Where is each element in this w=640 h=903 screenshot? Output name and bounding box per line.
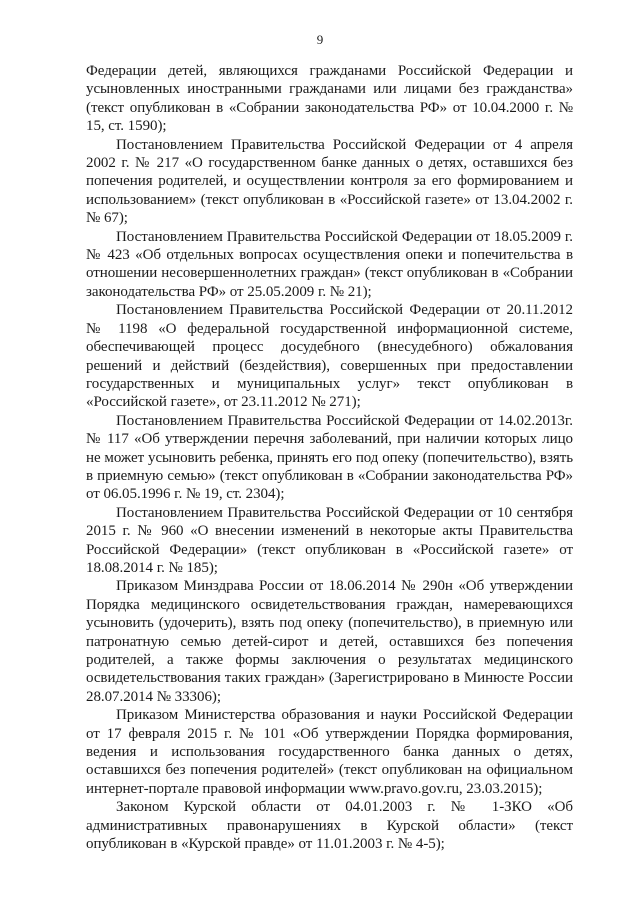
paragraph-decree-1198: Постановлением Правительства Российской Федерации от 20.11.2012 № 1198 «О федеральной государственной информационной системе, обеспечивающей процесс досудебного (внесудебного) обжалования решений и действий (бездействия), совершенных при предоставлении государственных и муниципальных услуг» текст опубликован в «Российской газете», от 23.11.2012 № 271); — [86, 302, 573, 411]
paragraph-order-101: Приказом Министерства образования и науки Российской Федерации от 17 февраля 2015 г. № 101 «Об утверждении Порядка формирования, ведения и использования государственного банка данных о детях, оставшихся без попечения родителей» (текст опубликован на официальном интернет-портале правовой информации www.pravo.gov.ru, 23.03.2015); — [86, 707, 573, 797]
page-number: 9 — [316, 32, 324, 47]
paragraph-decree-117: Постановлением Правительства Российской Федерации от 14.02.2013г. № 117 «Об утверждении перечня заболеваний, при наличии которых лицо не может усыновить ребенка, принять его под опеку (попечительство), взять в приемную семью» (текст опубликован в «Собрании законодательства РФ» от 06.05.1996 г. № 19, ст. 2304); — [86, 412, 573, 503]
paragraph-decree-423: Постановлением Правительства Российской Федерации от 18.05.2009 г. № 423 «Об отдельных вопросах осуществления опеки и попечительства в отношении несовершеннолетних граждан» (текст опубликован в «Собрании законодательства РФ» от 25.05.2009 г. № 21); — [86, 228, 573, 300]
paragraph-decree-217: Постановлением Правительства Российской Федерации от 4 апреля 2002 г. № 217 «О государственном банке данных о детях, оставшихся без попечения родителей, и осуществлении контроля за его формированием и использованием» (текст опубликован в «Российской газете» от 13.04.2002 г. № 67); — [86, 136, 573, 227]
paragraph-continuation: Федерации детей, являющихся гражданами Российской Федерации и усыновленных иностранными гражданами или лицами без гражданства» (текст опубликован в «Собрании законодательства РФ» от 10.04.2000 г. № 15, ст. 1590); — [86, 63, 573, 135]
document-body — [86, 62, 573, 853]
paragraph-law-1-zko: Законом Курской области от 04.01.2003 г. № 1-ЗКО «Об административных правонарушениях в Курской области» (текст опубликован в «Курской правде» от 11.01.2003 г. № 4-5); — [86, 799, 573, 853]
paragraph-order-290n: Приказом Минздрава России от 18.06.2014 № 290н «Об утверждении Порядка медицинского освидетельствования граждан, намеревающихся усыновить (удочерить), взять под опеку (попечительство), в приемную или патронатную семью детей-сирот и детей, оставшихся без попечения родителей, а также формы заключения о результатах медицинского освидетельствования таких граждан» (Зарегистрировано в Минюсте России 28.07.2014 № 33306); — [86, 578, 573, 705]
paragraph-decree-960: Постановлением Правительства Российской Федерации от 10 сентября 2015 г. № 960 «О внесении изменений в некоторые акты Правительства Российской Федерации» (текст опубликован в «Российской газете» от 18.08.2014 г. № 185); — [86, 504, 573, 576]
